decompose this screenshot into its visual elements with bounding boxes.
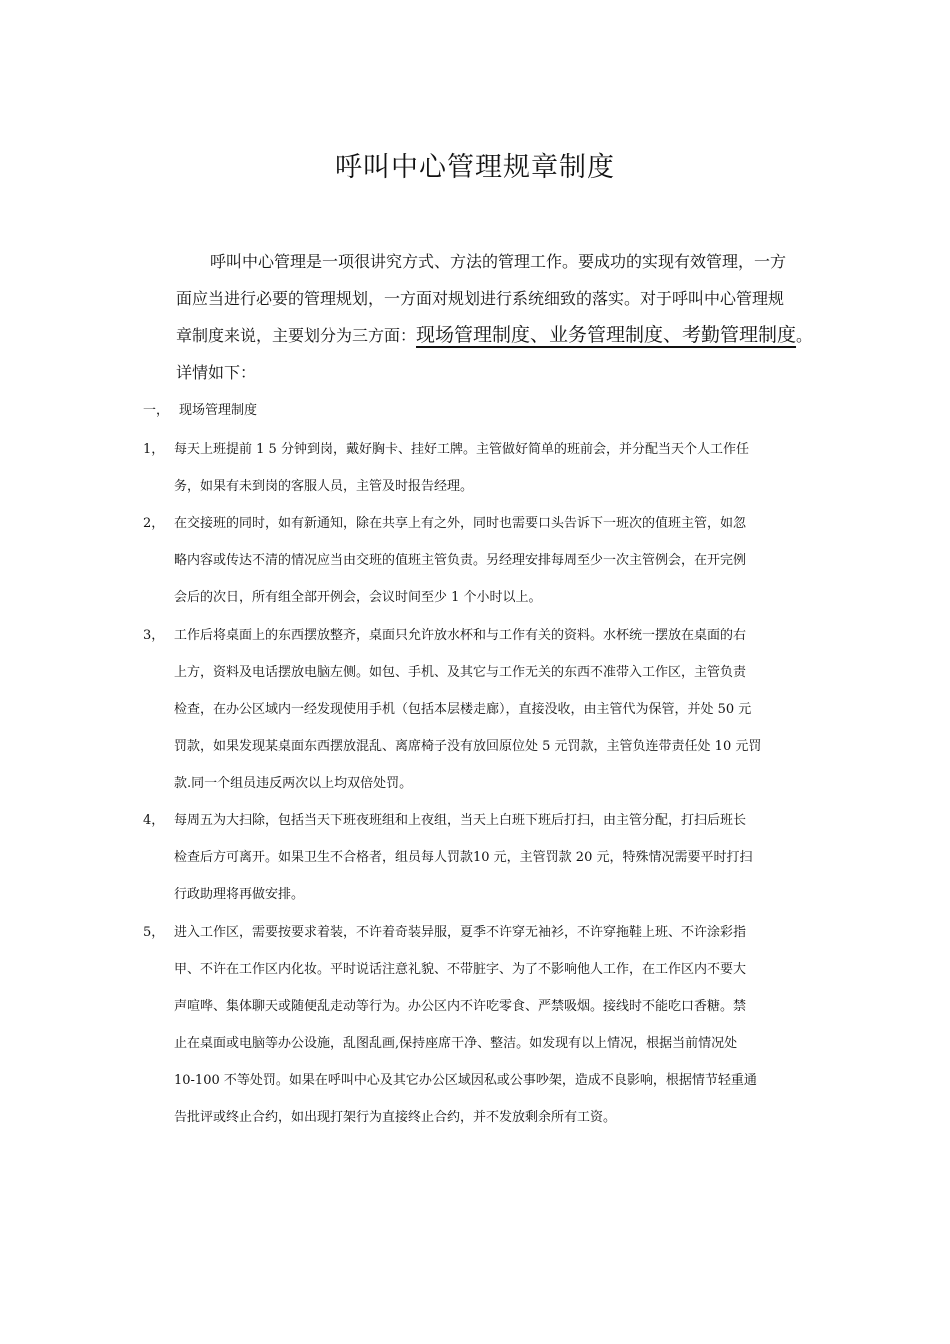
section-heading	[143, 401, 257, 421]
list-item-number: 4，	[143, 813, 165, 828]
list-item-line: 甲、不许在工作区内化妆。平时说话注意礼貌、不带脏字、为了不影响他人工作，在工作区内不要大	[174, 962, 747, 977]
list-item-line: 10-100 不等处罚。如果在呼叫中心及其它办公区域因私或公事吵架，造成不良影响，根据情节轻重通	[174, 1073, 757, 1088]
list-item-line: 款.同一个组员违反两次以上均双倍处罚。	[174, 776, 413, 791]
intro-line-1: 呼叫中心管理是一项很讲究方式、方法的管理工作。要成功的实现有效管理，一方	[210, 252, 787, 271]
list-item-line: 检查，在办公区域内一经发现使用手机（包括本层楼走廊），直接没收，由主管代为保管，并处 50 元	[174, 702, 752, 717]
intro-paragraph	[176, 243, 813, 391]
intro-line-4: 详情如下：	[176, 363, 257, 382]
list-item-line: 上方，资料及电话摆放电脑左侧。如包、手机、及其它与工作无关的东西不准带入工作区，主管负责	[174, 665, 747, 680]
intro-line-3-text: 章制度来说，主要划分为三方面：	[176, 326, 417, 345]
intro-line-3-end: 。	[796, 326, 813, 345]
document-title: 呼叫中心管理规章制度	[335, 152, 615, 183]
list-item-line: 告批评或终止合约，如出现打架行为直接终止合约，并不发放剩余所有工资。	[174, 1110, 617, 1125]
list-item-line: 每天上班提前 1 5 分钟到岗，戴好胸卡、挂好工牌。主管做好简单的班前会，并分配当天个人工作任	[174, 442, 749, 457]
list-item-number: 3，	[143, 628, 165, 643]
list-item-line: 在交接班的同时，如有新通知，除在共享上有之外，同时也需要口头告诉下一班次的值班主管，如忽	[174, 516, 747, 531]
list-item-line: 行政助理将再做安排。	[174, 887, 305, 902]
list-item-line: 进入工作区，需要按要求着装，不许着奇装异服，夏季不许穿无袖衫，不许穿拖鞋上班、不许涂彩指	[174, 925, 747, 940]
list-item-line: 每周五为大扫除，包括当天下班夜班组和上夜组，当天上白班下班后打扫，由主管分配，打扫后班长	[174, 813, 747, 828]
list-item-line: 工作后将桌面上的东西摆放整齐，桌面只允许放水杯和与工作有关的资料。水杯统一摆放在桌面的右	[174, 628, 747, 643]
section-number: 一，	[143, 403, 170, 418]
intro-emphasis-underlined: 现场管理制度、业务管理制度、考勤管理制度	[416, 324, 797, 346]
list-item-line: 务，如果有未到岗的客服人员，主管及时报告经理。	[174, 479, 474, 494]
list-item-line: 止在桌面或电脑等办公设施，乱图乱画,保持座席干净、整洁。如发现有以上情况，根据当前情况处	[174, 1036, 738, 1051]
list-item-line: 声喧哗、集体聊天或随便乱走动等行为。办公区内不许吃零食、严禁吸烟。接线时不能吃口香糖。禁	[174, 999, 747, 1014]
list-item-number: 5，	[143, 925, 165, 940]
section-title: 现场管理制度	[179, 403, 258, 418]
list-item-line: 会后的次日，所有组全部开例会，会议时间至少 1 个小时以上。	[174, 590, 542, 605]
list-item-number: 1，	[143, 442, 165, 457]
list-item-line: 检查后方可离开。如果卫生不合格者，组员每人罚款10 元，主管罚款 20 元，特殊情况需要平时打扫	[174, 850, 753, 865]
intro-line-3	[176, 317, 813, 354]
intro-line-2: 面应当进行必要的管理规划，一方面对规划进行系统细致的落实。对于呼叫中心管理规	[176, 289, 785, 308]
list-item-number: 2，	[143, 516, 165, 531]
list-item-line: 略内容或传达不清的情况应当由交班的值班主管负责。另经理安排每周至少一次主管例会，在开完例	[174, 553, 747, 568]
list-item-line: 罚款，如果发现某桌面东西摆放混乱、离席椅子没有放回原位处 5 元罚款，主管负连带责任处 10 元罚	[174, 739, 762, 754]
